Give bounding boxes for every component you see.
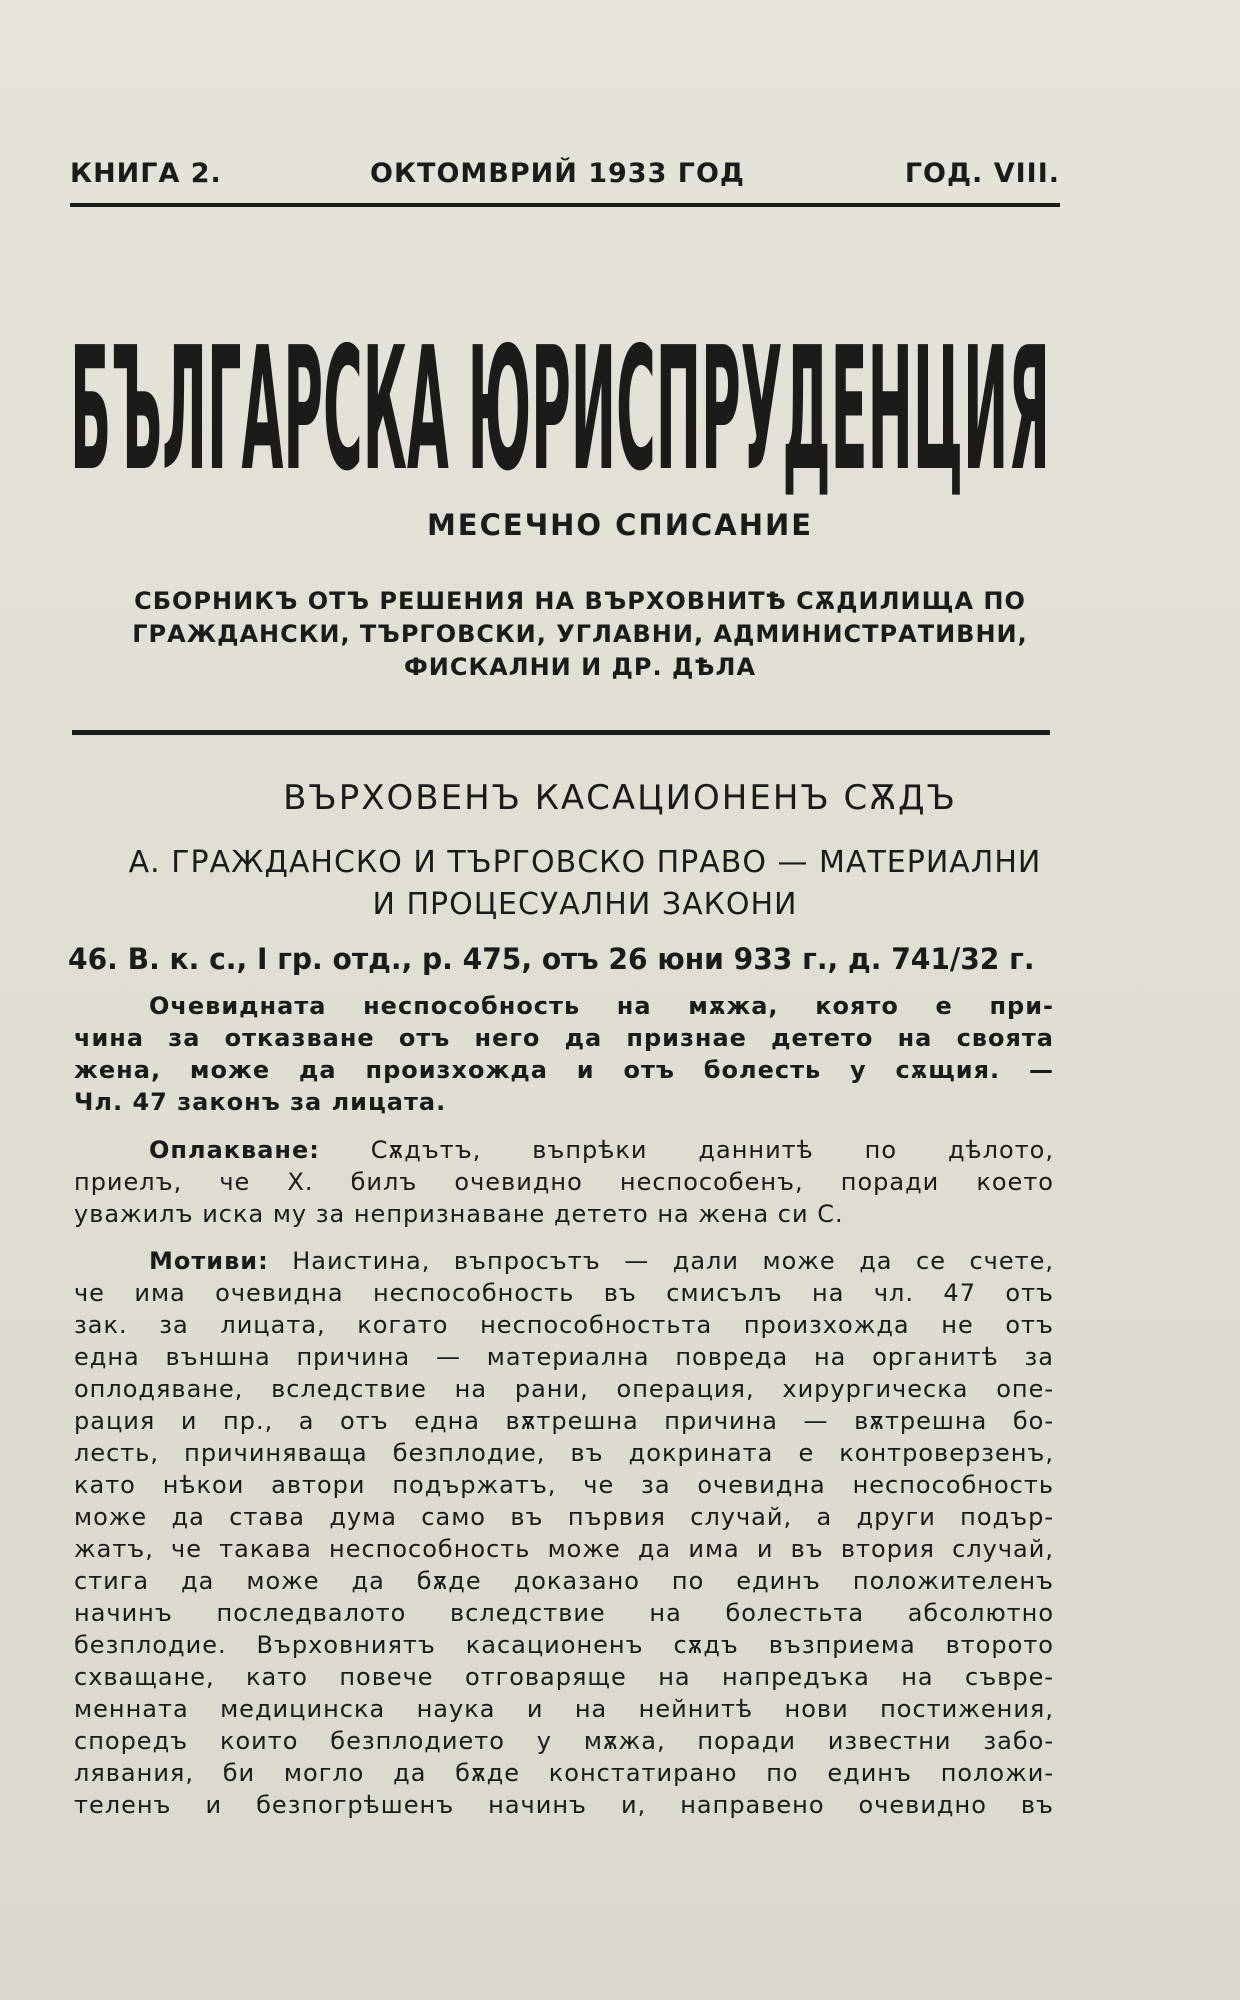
motives-line: жатъ, че такава неспособность може да има и въ втория случай, — [74, 1535, 1054, 1563]
motives-line: теленъ и безпогрѣшенъ начинъ и, направено очевидно въ — [74, 1791, 1054, 1819]
motives-line: като нѣкои автори подържатъ, че за очевидна неспособность — [74, 1471, 1054, 1499]
motives-line: може да става дума само въ първия случай, а други подър- — [74, 1503, 1054, 1531]
masthead-rule — [72, 730, 1050, 735]
motives-paragraph — [74, 1245, 1054, 1821]
subsection-line: А. ГРАЖДАНСКО И ТЪРГОВСКО ПРАВО — МАТЕРИАЛНИ — [128, 845, 1042, 880]
motives-line: лявания, би могло да бѫде констатирано по единъ положи- — [74, 1759, 1054, 1787]
complaint-line: Сѫдътъ, въпрѣки даннитѣ по дѣлото, — [370, 1136, 1054, 1164]
law-subsection — [60, 842, 1110, 926]
complaint-label: Оплакване: — [149, 1136, 320, 1164]
motives-line: безплодие. Върховниятъ касационенъ сѫдъ възприема второто — [74, 1631, 1054, 1659]
issue-date: ОКТОМВРИЙ 1933 ГОД — [370, 158, 745, 189]
complaint-line: приелъ, че Х. билъ очевидно неспособенъ, поради което — [74, 1168, 1054, 1196]
motives-line: лесть, причиняваща безплодие, въ докрината е контроверзенъ, — [74, 1439, 1054, 1467]
summary-line: чина за отказване отъ него да признае детето на своята — [74, 1024, 1054, 1052]
description-line: ФИСКАЛНИ И ДР. ДѢЛА — [403, 653, 757, 681]
motives-line: че има очевидна неспособность въ смисълъ на чл. 47 отъ — [74, 1279, 1054, 1307]
motives-line: Наистина, въпросътъ — дали може да се счете, — [292, 1247, 1055, 1275]
running-header — [70, 158, 1060, 198]
motives-line: стига да може да бѫде доказано по единъ положителенъ — [74, 1567, 1054, 1595]
motives-line: една външна причина — материална повреда на органитѣ за — [74, 1343, 1054, 1371]
summary-line: Чл. 47 законъ за лицата. — [74, 1088, 447, 1116]
volume-year: ГОД. VIII. — [904, 158, 1060, 189]
court-title: ВЪРХОВЕНЪ КАСАЦИОНЕНЪ СѪДЪ — [283, 778, 957, 818]
motives-line: начинъ последвалото вследствие на болестьта абсолютно — [74, 1599, 1054, 1627]
motives-label: Мотиви: — [149, 1247, 269, 1275]
case-summary — [74, 990, 1054, 1118]
motives-line: менната медицинска наука и на нейнитѣ нови постижения, — [74, 1695, 1054, 1723]
motives-line: оплодяване, вследствие на рани, операция, хирургическа опе- — [74, 1375, 1054, 1403]
complaint-paragraph — [74, 1134, 1054, 1230]
motives-line: рация и пр., а отъ една вѫтрешна причина — вѫтрешна бо- — [74, 1407, 1054, 1435]
subsection-line: И ПРОЦЕСУАЛНИ ЗАКОНИ — [372, 887, 798, 922]
case-heading: 46. В. к. с., I гр. отд., р. 475, отъ 26 юни 933 г., д. 741/32 г. — [68, 942, 1035, 976]
masthead-title — [70, 311, 1050, 509]
summary-line: Очевидната неспособность на мѫжа, която е при- — [149, 992, 1054, 1020]
complaint-first-line — [74, 1134, 1054, 1166]
journal-title: БЪЛГАРСКА ЮРИСПРУДЕНЦИЯ — [70, 311, 1050, 509]
journal-description — [90, 585, 1070, 684]
book-number: КНИГА 2. — [70, 158, 222, 189]
motives-line: споредъ които безплодието у мѫжа, поради известни забо- — [74, 1727, 1054, 1755]
journal-subtitle: МЕСЕЧНО СПИСАНИЕ — [426, 508, 814, 542]
motives-line: зак. за лицата, когато неспособностьта произхожда не отъ — [74, 1311, 1054, 1339]
motives-line: схващане, като повече отговаряще на напредъка на съвре- — [74, 1663, 1054, 1691]
summary-line: жена, може да произхожда и отъ болесть у сѫщия. — — [74, 1056, 1054, 1084]
complaint-line: уважилъ иска му за непризнаване детето на жена си С. — [74, 1200, 844, 1228]
motives-first-line — [74, 1245, 1054, 1277]
description-line: СБОРНИКЪ ОТЪ РЕШЕНИЯ НА ВЪРХОВНИТѢ СѪДИЛИЩА ПО — [134, 587, 1026, 615]
header-rule — [70, 203, 1060, 207]
description-line: ГРАЖДАНСКИ, ТЪРГОВСКИ, УГЛАВНИ, АДМИНИСТРАТИВНИ, — [132, 620, 1028, 648]
